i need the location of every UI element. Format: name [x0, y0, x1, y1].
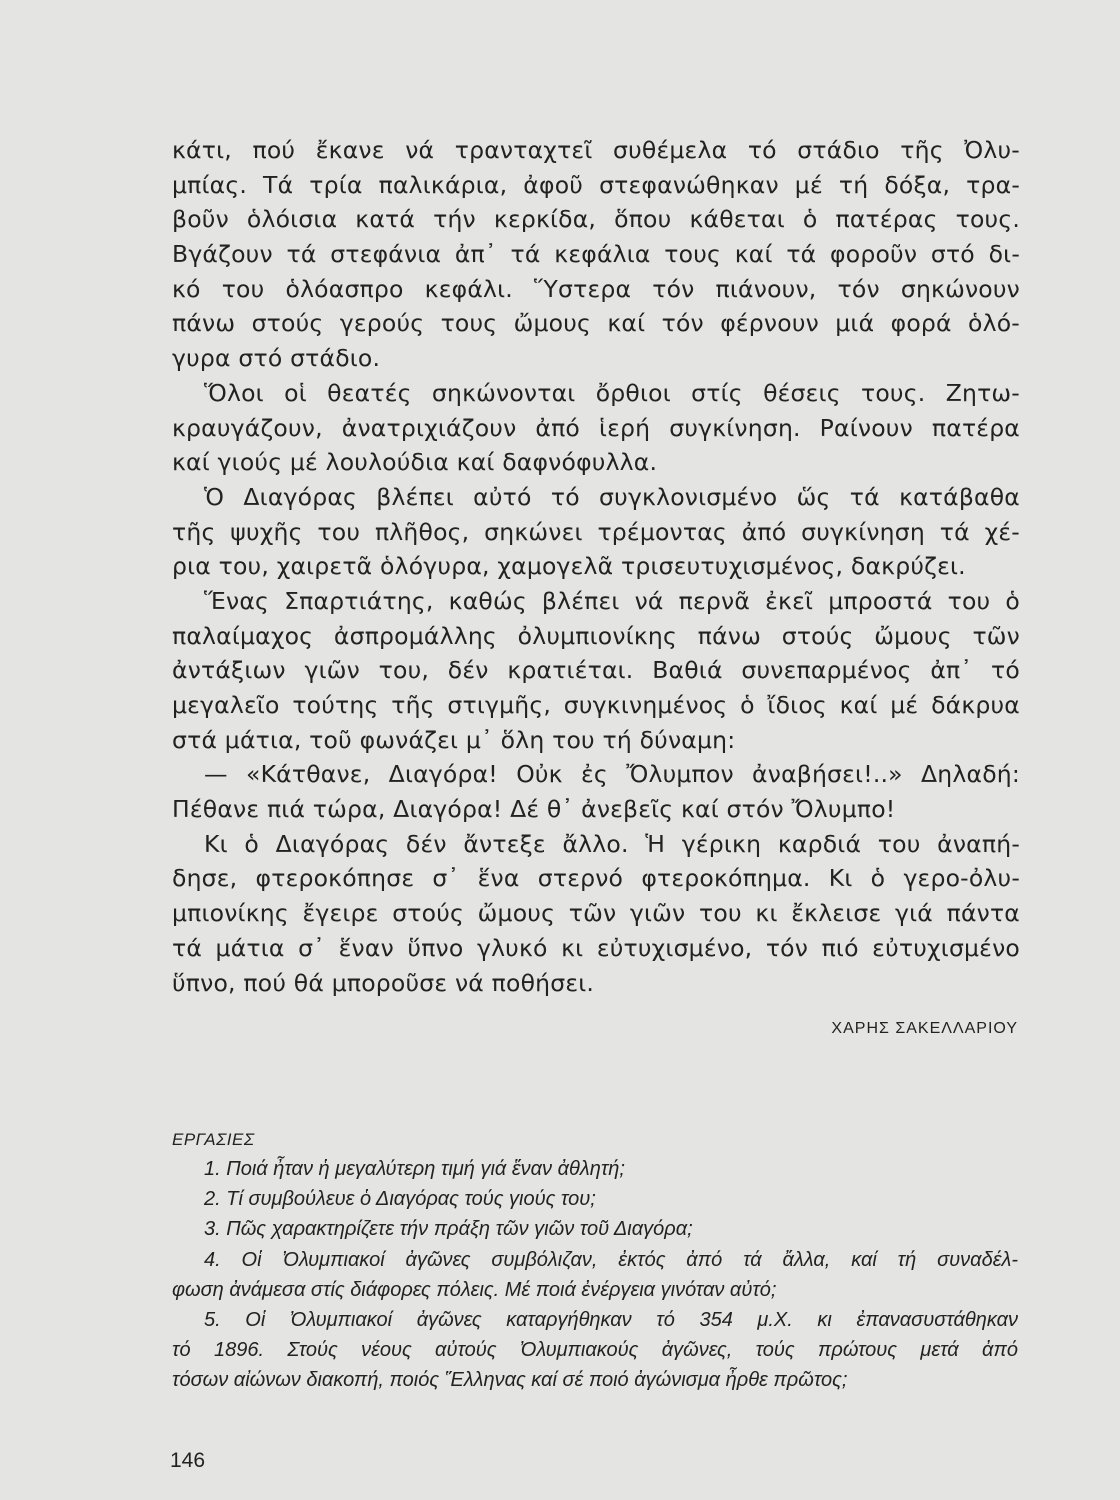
text-line: ἀντάξιων γιῶν του, δέν κρατιέται. Βαθιά συνεπαρμένος ἀπ᾽ τό: [172, 656, 1020, 685]
question-line: φωση ἀνάμεσα στίς διάφορες πόλεις. Μέ ποιά ἐνέργεια γινόταν αὐτό;: [172, 1278, 777, 1301]
text-line: Ὁ Διαγόρας βλέπει αὐτό τό συγκλονισμένο ὥς τά κατάβαθα: [204, 482, 1020, 511]
text-line: μπίας. Τά τρία παλικάρια, ἀφοῦ στεφανώθηκαν μέ τή δόξα, τρα-: [172, 170, 1020, 199]
text-line: βοῦν ὁλόισια κατά τήν κερκίδα, ὅπου κάθεται ὁ πατέρας τους.: [172, 205, 1020, 234]
text-line: κό του ὁλόασπρο κεφάλι. Ὕστερα τόν πιάνουν, τόν σηκώνουν: [172, 274, 1020, 303]
text-line: τά μάτια σ᾽ ἕναν ὕπνο γλυκό κι εὐτυχισμένο, τόν πιό εὐτυχισμένο: [172, 933, 1020, 962]
text-line: μεγαλεῖο τούτης τῆς στιγμῆς, συγκινημένος ὁ ἴδιος καί μέ δάκρυα: [172, 691, 1020, 719]
paragraph: [172, 376, 1020, 480]
text-line: παλαίμαχος ἀσπρομάλλης ὀλυμπιονίκης πάνω στούς ὤμους τῶν: [172, 621, 1020, 650]
text-line: δησε, φτεροκόπησε σ᾽ ἕνα στερνό φτεροκόπημα. Κι ὁ γερο-ὀλυ-: [172, 864, 1020, 893]
text-line: — «Κάτθανε, Διαγόρα! Οὐκ ἐς Ὄλυμπον ἀναβήσει!..» Δηλαδή:: [204, 760, 1020, 789]
question-item: [172, 1184, 1018, 1214]
page-number: 146: [170, 1449, 206, 1472]
question-line: τό 1896. Στούς νέους αὐτούς Ὀλυμπιακούς ἀγῶνες, τούς πρώτους μετά ἀπό: [172, 1339, 1018, 1362]
question-line: 5. Οἱ Ὀλυμπιακοί ἀγῶνες καταργήθηκαν τό 354 μ.Χ. κι ἐπανασυστάθηκαν: [204, 1308, 1018, 1331]
paragraph: [172, 133, 1020, 376]
story-text: [172, 133, 1020, 1000]
question-line: τόσων αἰώνων διακοπή, ποιός Ἕλληνας καί σέ ποιό ἀγώνισμα ἦρθε πρῶτος;: [172, 1369, 848, 1392]
question-item: [172, 1305, 1018, 1396]
text-line: Ἕνας Σπαρτιάτης, καθώς βλέπει νά περνᾶ ἐκεῖ μπροστά του ὁ: [204, 586, 1020, 615]
text-line: ὕπνο, πού θά μποροῦσε νά ποθήσει.: [172, 968, 595, 997]
question-item: [172, 1245, 1018, 1305]
text-line: Βγάζουν τά στεφάνια ἀπ᾽ τά κεφάλια τους καί τά φοροῦν στό δι-: [172, 240, 1020, 269]
text-line: πάνω στούς γερούς τους ὤμους καί τόν φέρνουν μιά φορά ὁλό-: [172, 309, 1020, 338]
question-item: [172, 1214, 1018, 1244]
tasks-section: [172, 1126, 1018, 1396]
paragraph: [172, 827, 1020, 1000]
text-line: κραυγάζουν, ἀνατριχιάζουν ἀπό ἱερή συγκίνηση. Ραίνουν πατέρα: [172, 413, 1020, 442]
text-line: κάτι, πού ἔκανε νά τρανταχτεῖ συθέμελα τό στάδιο τῆς Ὀλυ-: [172, 136, 1020, 164]
paragraph: [172, 757, 1020, 826]
question-line: 4. Οἱ Ὀλυμπιακοί ἀγῶνες συμβόλιζαν, ἐκτός ἀπό τά ἄλλα, καί τή συναδέλ-: [204, 1248, 1018, 1271]
author-name: ΧΑΡΗΣ ΣΑΚΕΛΛΑΡΙΟΥ: [831, 1020, 1018, 1037]
paragraph: [172, 584, 1020, 757]
text-line: τῆς ψυχῆς του πλῆθος, σηκώνει τρέμοντας ἀπό συγκίνηση τά χέ-: [172, 517, 1020, 546]
text-line: Ὅλοι οἱ θεατές σηκώνονται ὄρθιοι στίς θέσεις τους. Ζητω-: [204, 378, 1020, 407]
question-line: 2. Τί συμβούλευε ὁ Διαγόρας τούς γιούς του;: [204, 1188, 596, 1211]
text-line: ρια του, χαιρετᾶ ὁλόγυρα, χαμογελᾶ τρισευτυχισμένος, δακρύζει.: [172, 552, 966, 581]
question-line: 3. Πῶς χαρακτηρίζετε τήν πράξη τῶν γιῶν τοῦ Διαγόρα;: [204, 1218, 693, 1241]
text-line: Πέθανε πιά τώρα, Διαγόρα! Δέ θ᾽ ἀνεβεῖς καί στόν Ὄλυμπο!: [172, 795, 896, 824]
text-line: στά μάτια, τοῦ φωνάζει μ᾽ ὅλη του τή δύναμη:: [172, 725, 736, 754]
text-line: καί γιούς μέ λουλούδια καί δαφνόφυλλα.: [172, 448, 658, 477]
question-line: 1. Ποιά ἦταν ἡ μεγαλύτερη τιμή γιά ἕναν ἀθλητή;: [204, 1158, 625, 1180]
question-item: [172, 1154, 1018, 1184]
paragraph: [172, 480, 1020, 584]
text-line: γυρα στό στάδιο.: [172, 344, 381, 373]
text-line: Κι ὁ Διαγόρας δέν ἄντεξε ἄλλο. Ἡ γέρικη καρδιά του ἀναπή-: [204, 829, 1020, 858]
tasks-heading: ΕΡΓΑΣΙΕΣ: [172, 1130, 255, 1149]
text-line: μπιονίκης ἔγειρε στούς ὤμους τῶν γιῶν του κι ἔκλεισε γιά πάντα: [172, 899, 1020, 928]
